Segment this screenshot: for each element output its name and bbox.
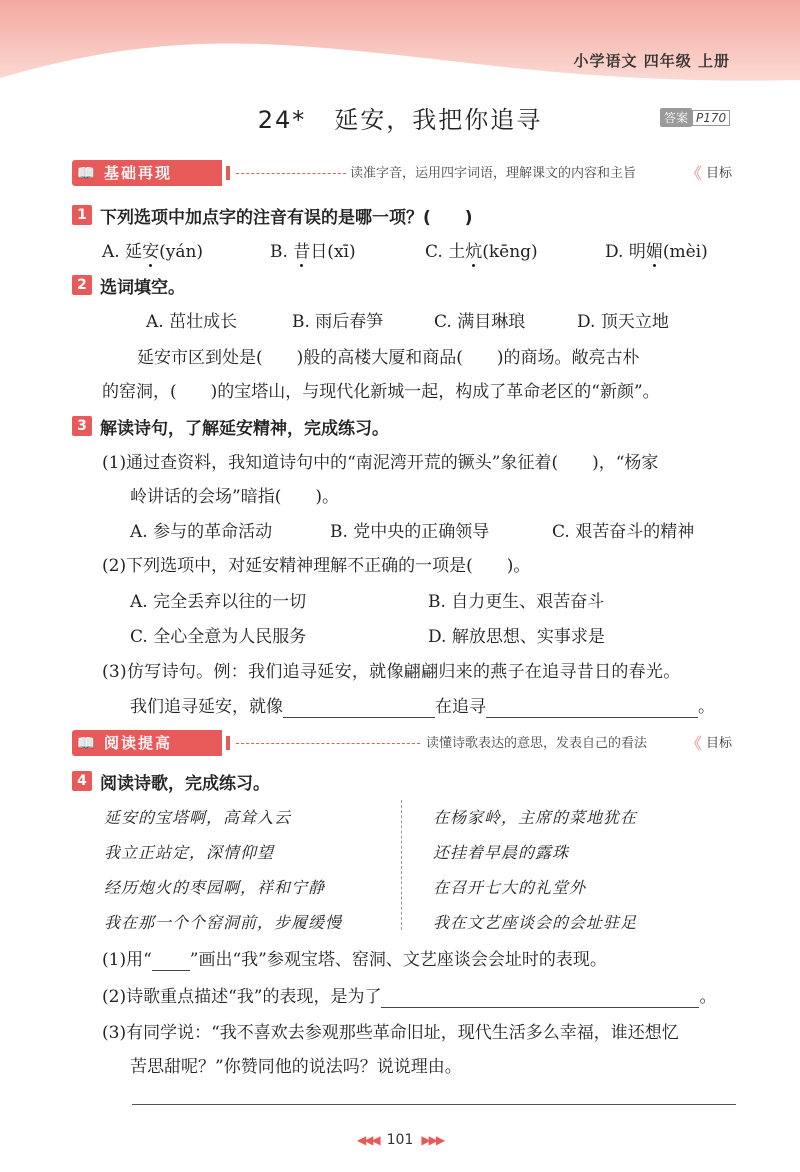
section-title: 基础再现	[104, 164, 173, 182]
choice-option: C. 全心全意为人民服务	[130, 627, 307, 647]
book-icon: 📖	[76, 734, 96, 752]
choice-option: D. 解放思想、实事求是	[428, 627, 605, 647]
question-number: 4	[72, 771, 92, 791]
dashed-line	[236, 173, 346, 174]
page-number: 101	[386, 1132, 414, 1148]
header-wave-band	[0, 0, 800, 90]
dotted-char: 炕	[465, 242, 483, 262]
sub-question-2: (2)诗歌重点描述“我”的表现，是为了 。	[102, 987, 717, 1007]
answer-blank[interactable]	[486, 697, 698, 718]
poem-line: 延安的宝塔啊，高耸入云	[104, 808, 292, 827]
poem-line: 还挂着早晨的露珠	[433, 843, 570, 862]
section-goal-text: 读懂诗歌表达的意思，发表自己的看法	[426, 736, 648, 751]
book-info: 小学语文 四年级 上册	[573, 52, 730, 70]
question-text: 阅读诗歌，完成练习。	[100, 774, 270, 794]
word-option: C. 满目琳琅	[434, 312, 526, 332]
poem-line: 我立正站定，深情仰望	[104, 843, 275, 862]
dotted-char: 安	[142, 242, 160, 262]
option-a: A. 延安(yán)	[102, 242, 204, 262]
answer-blank[interactable]	[283, 697, 435, 718]
divider-bar	[226, 166, 230, 180]
sub-question-1-cont: 岭讲话的会场”暗指( )。	[130, 487, 339, 507]
answer-blank[interactable]	[381, 987, 699, 1008]
answer-reference	[660, 108, 730, 127]
choice-option: B. 自力更生、艰苦奋斗	[428, 592, 605, 612]
imitation-line: 我们追寻延安，就像 在追寻 。	[130, 697, 715, 717]
lesson-title: 延安，我把你追寻	[334, 106, 543, 134]
lesson-number: 24*	[257, 106, 307, 134]
poem-line: 在召开七大的礼堂外	[433, 878, 587, 897]
sub-question-1: (1)用“ ”画出“我”参观宝塔、窑洞、文艺座谈会会址时的表现。	[102, 950, 607, 970]
question-text: 选词填空。	[100, 278, 185, 298]
answer-line[interactable]	[132, 1104, 736, 1105]
poem-divider	[401, 800, 402, 930]
section-goal-label: 目标	[705, 736, 732, 751]
word-option: B. 雨后春笋	[292, 312, 384, 332]
section-badge	[72, 160, 222, 186]
poem-line: 我在文艺座谈会的会址驻足	[433, 913, 638, 932]
dotted-char: 媚	[645, 242, 663, 262]
option-c: C. 土炕(kēng)	[425, 242, 538, 262]
section-header-reading	[72, 730, 732, 756]
fill-sentence-line: 的窑洞，( )的宝塔山，与现代化新城一起，构成了革命老区的“新颜”。	[102, 382, 660, 402]
sub-question-3: (3)仿写诗句。例：我们追寻延安，就像翩翩归来的燕子在追寻昔日的春光。	[102, 662, 681, 682]
choice-option: B. 党中央的正确领导	[330, 522, 490, 542]
dotted-char: 昔	[293, 242, 311, 262]
answer-page: P170	[692, 110, 730, 126]
sub-question-2: (2)下列选项中，对延安精神理解不正确的一项是( )。	[102, 556, 531, 576]
choice-option: C. 艰苦奋斗的精神	[552, 522, 695, 542]
question-number: 1	[72, 205, 92, 225]
arrows-left-icon: ◀◀◀	[356, 1133, 379, 1147]
divider-bar	[226, 736, 230, 750]
section-title: 阅读提高	[104, 734, 173, 752]
sub-question-3-cont: 苦思甜呢？”你赞同他的说法吗？说说理由。	[130, 1057, 462, 1077]
section-badge	[72, 730, 222, 756]
word-option: D. 顶天立地	[577, 312, 669, 332]
section-goal-label: 目标	[705, 166, 732, 181]
arrows-right-icon: ▶▶▶	[421, 1133, 444, 1147]
question-number: 2	[72, 275, 92, 295]
poem-line: 经历炮火的枣园啊，祥和宁静	[104, 878, 326, 897]
sub-question-3: (3)有同学说：“我不喜欢去参观那些革命旧址，现代生活多么幸福，谁还想忆	[102, 1023, 679, 1043]
poem-line: 我在那一个个窑洞前，步履缓慢	[104, 913, 343, 932]
answer-label: 答案	[660, 108, 692, 127]
book-icon: 📖	[76, 164, 96, 182]
question-text: 解读诗句，了解延安精神，完成练习。	[100, 419, 389, 439]
fill-sentence-line: 延安市区到处是( )般的高楼大厦和商品( )的商场。敞亮古朴	[137, 348, 640, 368]
question-number: 3	[72, 416, 92, 436]
section-header-basic	[72, 160, 732, 186]
choice-option: A. 完全丢弃以往的一切	[130, 592, 307, 612]
question-text: 下列选项中加点字的注音有误的是哪一项？( )	[100, 208, 473, 228]
option-d: D. 明媚(mèi)	[605, 242, 708, 262]
sub-question-1: (1)通过查资料，我知道诗句中的“南泥湾开荒的镢头”象征着( )，“杨家	[102, 453, 659, 473]
word-option: A. 茁壮成长	[146, 312, 238, 332]
section-goal-text: 读准字音，运用四字词语，理解课文的内容和主旨	[350, 166, 637, 181]
choice-option: A. 参与的革命活动	[130, 522, 273, 542]
chevron-left-icon: 《	[686, 734, 703, 753]
dashed-line	[236, 743, 420, 744]
page-footer	[0, 1132, 800, 1148]
option-b: B. 昔日(xī)	[270, 242, 356, 262]
chevron-left-icon: 《	[686, 164, 703, 183]
underline-sample	[152, 950, 190, 971]
poem-line: 在杨家岭，主席的菜地犹在	[433, 808, 638, 827]
